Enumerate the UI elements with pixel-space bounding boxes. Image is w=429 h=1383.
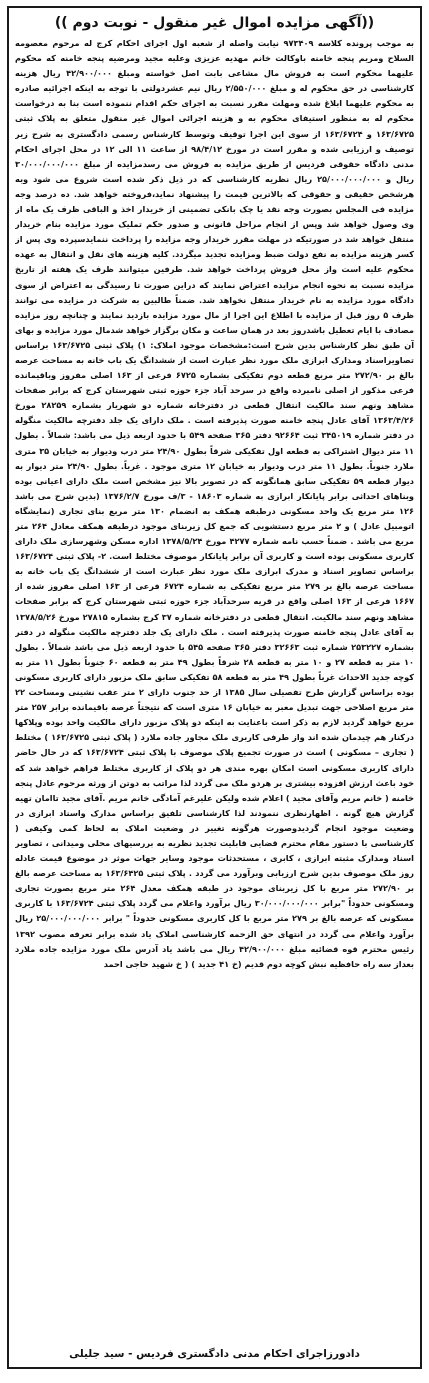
notice-signature: دادورزاجرای احکام مدنی دادگستری فردیس - سید جلیلی <box>69 1348 360 1360</box>
auction-notice <box>7 6 422 1369</box>
notice-title: ((آگهی مزایده اموال غیر منقول - نوبت دوم )) <box>54 15 375 31</box>
notice-body: به موجب پرونده کلاسه ۹۷۳۴۰۹ نیابت واصله از شعبه اول اجرای احکام کرج له مرحوم معصومه السلاح ومریم پنجه خامنه باوکالت خانم مهدیه عزیزی وعلیه مجید ومرضیه پنجه خامنه که محکوم علیهما محکوم است به فروش مال مشاعی بابت اصل خواسته ومبلغ ۴۲/۹۰۰/۰۰۰ ریال هزینه کارشناسی در حق محکوم له و مبلغ ۲/۵۵۰/۰۰۰ ریال نیم عشردولتی با توجه به اینکه اجرائیه صادره به محکوم علیهما ابلاغ شده ومهلت مقرر نسبت به اجرای حکم اقدام ننموده است بنا به درخواست محکوم له به منظور استیفای محکوم به و هزینه اجرائی اموال غیر منقول متعلق به پلاک ثبتی ۱۶۳/۶۷۲۵ و ۱۶۳/۶۷۲۴ از سوی این اجرا توقیف وتوسط کارشناس رسمی دادگستری به شرح زیر توصیف و ارزیابی شده و مقرر است در مورخ ۹۸/۴/۱۲ از ساعت ۱۱ الی ۱۲ در محل اجرای احکام مدنی دادگاه حقوقی فردیس از طریق مزایده به فروش می رسدمزایده از مبلغ ۳۰/۰۰۰/۰۰۰/۰۰۰ ریال و ۲۵/۰۰۰/۰۰۰/۰۰۰ ریال نظریه کارشناسی که در ذیل ذکر شده است شروع می شود وبه هرشخص حقیقی و حقوقی که بالاترین قیمت را پیشنهاد نماید،فروخته خواهد شد. ده درصد وجه مزایده فی المجلس بصورت وجه نقد یا چک بانکی تضمینی از خریدار اخذ و الباقی ظرف یک ماه از وی وصول خواهد شد وپس از انجام مراحل قانونی و صدور حکم تملیک مورد مزایده بنام خریدار منتقل خواهد شد در صورتیکه در مهلت مقرر خریدار وجه مزایده را پرداخت ننمایدسپرده وی پس از کسر هزینه مزایده به نفع دولت ضبط ومزایده تجدید میگردد. کلیه هزینه های نقل و انتقال به عهده محکوم علیه است واز محل فروش پرداخت خواهد شد. طرفین میتوانند ظرف یک هفته از تاریخ مزایده نسبت به نحوه انجام مزایده اعتراض نمایند که دراین صورت تا رسیدگی به اعتراض از سوی دادگاه مورد مزایده به نام خریدار منتقل نخواهد شد. ضمناً طالبین به شرکت در مزایده می توانند ظرف ۵ روز قبل از مزایده با اطلاع این اجرا از مال مورد مزایده بازدید نمایند و چنانچه روز مزایده مصادف با ایام تعطیل باشدروز بعد در همان ساعت و مکان برگزار خواهد شدمال مورد مزایده و بهای آن طبق نظر کارشناس بدین شرح است:مشخصات موجود املاک: ۱) پلاک ثبتی ۱۶۳/۶۷۲۵ براساس تصاویراسناد ومدارک ابرازی ملک مورد نظر عبارت است از ششدانگ یک باب خانه به مساحت عرصه بالغ بر ۲۷۲/۹۰ متر مربع قطعه دوم تفکیکی بشماره ۶۷۲۵ فرعی از ۱۶۳ اصلی مفروز وباقیمانده فرعی مذکور از اصلی نامبرده واقع در سرحد آباد جزء حوزه ثبتی شهرستان کرج که برابر صفحات مشاهد ونهم سند مالکیت انتقال قطعی در دفترخانه شماره دو شهریار بشماره ۲۸۲۵۹ مورخ ۱۳۶۳/۴/۲۶ آقای عادل پنجه خامنه صورت پذیرفته است . ملک دارای یک جلد دفترچه مالکیت منگوله در دفتر شماره ۳۴۵۰۱۹ ثبت ۹۲۶۶۴ دفتر ۳۶۵ صفحه ۵۴۹ با حدود اربعه ذیل می باشد: شمالاً . بطول ۱۱ متر دیوال اشتراکی به قطعه اول تفکیکی شرقاً بطول ۲۴/۹۰ متر درب ودیوار به خیابان ۳۵ متری ملارد جنوباً. بطول ۱۱ متر درب ودیوار به خیابان ۱۲ متری موجود . غرباً. بطول ۲۴/۹۰ متر دیوار به دیوار قطعه ۵۹ تفکیکی سابق همانگونه که در تصویر بالا نیز مشخص است ملک دارای اعیانی بوده وبناهای احداثی برابر پایانکار ابرازی به شماره ۱۸۶۰۳ - ۳/ف مورخ ۱۳۷۶/۲/۷ (بدین شرح می باشد ۱۲۶ متر مربع یک واحد مسکونی درطبقه همکف به انضمام ۱۳۰ متر مربع بنای تجاری (نمایشگاه اتومبیل عادل ) و ۲ متر مربع دستشویی که جمع کل زیربنای موجود درطبقه همکف معادل ۲۶۴ متر مربع می باشد . ضمناً حسب نامه شماره ۴۲۷۷ مورخ ۱۳۷۸/۵/۲۴ اداره مسکن وشهرسازی ملک دارای کاربری مسکونی بوده است و کاربری آن برابر پایانکار موصوف مختلط است. ۲- پلاک ثبتی ۱۶۳/۶۷۲۴ براساس تصاویر اسناد و مدرک ابرازی ملک مورد نظر عبارت است از ششدانگ یک باب خانه به مساحت عرصه بالغ بر ۲۷۹ متر مربع تفکیکی به شماره ۶۷۲۴ فرعی از ۱۶۳ اصلی مفروز شده از ۱۶۶۷ فرعی از ۱۶۳ اصلی واقع در قریه سرحدآباد جزء حوزه ثبتی شهرستان کرج که برابر صفحات مشاهد ونهم سند مالکیت. انتقال قطعی در دفترخانه شماره ۳۷ کرج بشماره ۲۷۸۱۵ مورخ ۱۳۷۸/۵/۲۶ به آقای عادل پنجه خامنه صورت پذیرفته است . ملک دارای یک جلد دفترچه مالکیت منگوله در دفتر بشماره ۲۵۳۲۲۷ شماره ثبت ۳۲۶۶۳ دفتر ۳۶۵ صفحه ۵۴۵ با حدود اربعه ذیل می باشد شمالاً . بطول ۱۰ متر به قطعه ۲۷ و ۱۰ متر به قطعه ۲۸ شرقاً بطول ۴۹ متر به قطعه ۶۰ جنوباً بطول ۱۱ متر به کوچه جدید الاحداث غرباً بطول ۴۹ متر به قطعه ۵۸ تفکیکی سابق ملک مزبور دارای کاربری مسکونی بوده براساس گزارش طرح تفصیلی سال ۱۳۸۵ از حد جنوب دارای ۲ متر عقب نشینی ومساحت ۲۲ متر مربع اصلاحی جهت تبدیل معبر به خیابان ۱۶ متری است که نتیجتاً عرصه باقیمانده برابر ۲۵۷ متر مربع خواهد گردید لازم به ذکر است باعنایت به اینکه دو پلاک مزبور دارای مالکیت واحد بوده وپلاکها درکنار هم چیدمان شده اند واز طرفی کاربری ملک مجاور جاده ملارد ( پلاک ثبتی ۱۶۳/۶۷۲۵ ) مختلط ( تجاری – مسکونی ) است در صورت تجمیع پلاک موصوف با پلاک ثبتی ۱۶۳/۶۷۲۴ که در حال حاضر دارای کاربری مسکونی است امکان بهره مندی هر دو پلاک از کاربری مختلط فراهم خواهد شد که خود باعث ارزش افزوده بیشتری بر هردو ملک می گردد لذا مراتب به دوتن از ورثه مرحوم عادل پنجه خامنه ( خانم مریم وآقای مجید ) اعلام شده ولیکن علیرغم آمادگی خانم مریم .آقای مجید تاامان تهیه گزارش هیچ گونه . اظهارنظری ننمودند لذا کارشناسی تلفیق براساس مدارک واسناد ابرازی در وضعیت موجود انجام گردیدوصورت هرگونه تغییر در وضعیت املاک به لحاظ کمی وکیفی ( کارشناسی با دستور مقام محترم قضایی قابلیت تجدید نظریه به بررسیهای محلی ومیدانی ، تصاویر اسناد ومدارک مثبته ابرازی ، کابری ، مستحدثات موجود وسایر جهات موثر در موضوع قیمت عادله روز ملک موصوف بدین شرح ارزیابی وبرآورد می گردد . پلاک ثبتی ۱۶۳/۶۴۲۵ به مساحت عرصه بالغ بر ۲۷۲/۹۰ متر مربع با کل زیربنای موجود در طبقه همکف معدل ۲۶۴ متر مربع بصورت تجاری ومسکونی حدوداً "برابر ۳۰/۰۰۰/۰۰۰/۰۰۰ ریال برآورد واعلام می گردد پلاک ثبتی ۱۶۳/۶۷۲۴ با کاربری مسکونی که عرصه بالغ بر ۲۷۹ متر مربع با کل کاربری مسکونی حدوداً " برابر ۲۵/۰۰۰/۰۰۰/۰۰۰ ریال برآورد واعلام می گردد در انتهای حق الزحمه کارشناسی املاک یاد شده برابر تعرفه مصوب ۱۳۹۲ رئیس محترم قوه قضائیه مبلغ ۴۲/۹۰۰/۰۰۰ ریال می باشد یاد آدرس ملک مورد مزایده جاده ملارد بعداز سه راه حافظیه نبش کوچه دوم قدیم (خ ۴۱ جدید ) ( خ شهید حاجی احمد <box>15 38 414 969</box>
